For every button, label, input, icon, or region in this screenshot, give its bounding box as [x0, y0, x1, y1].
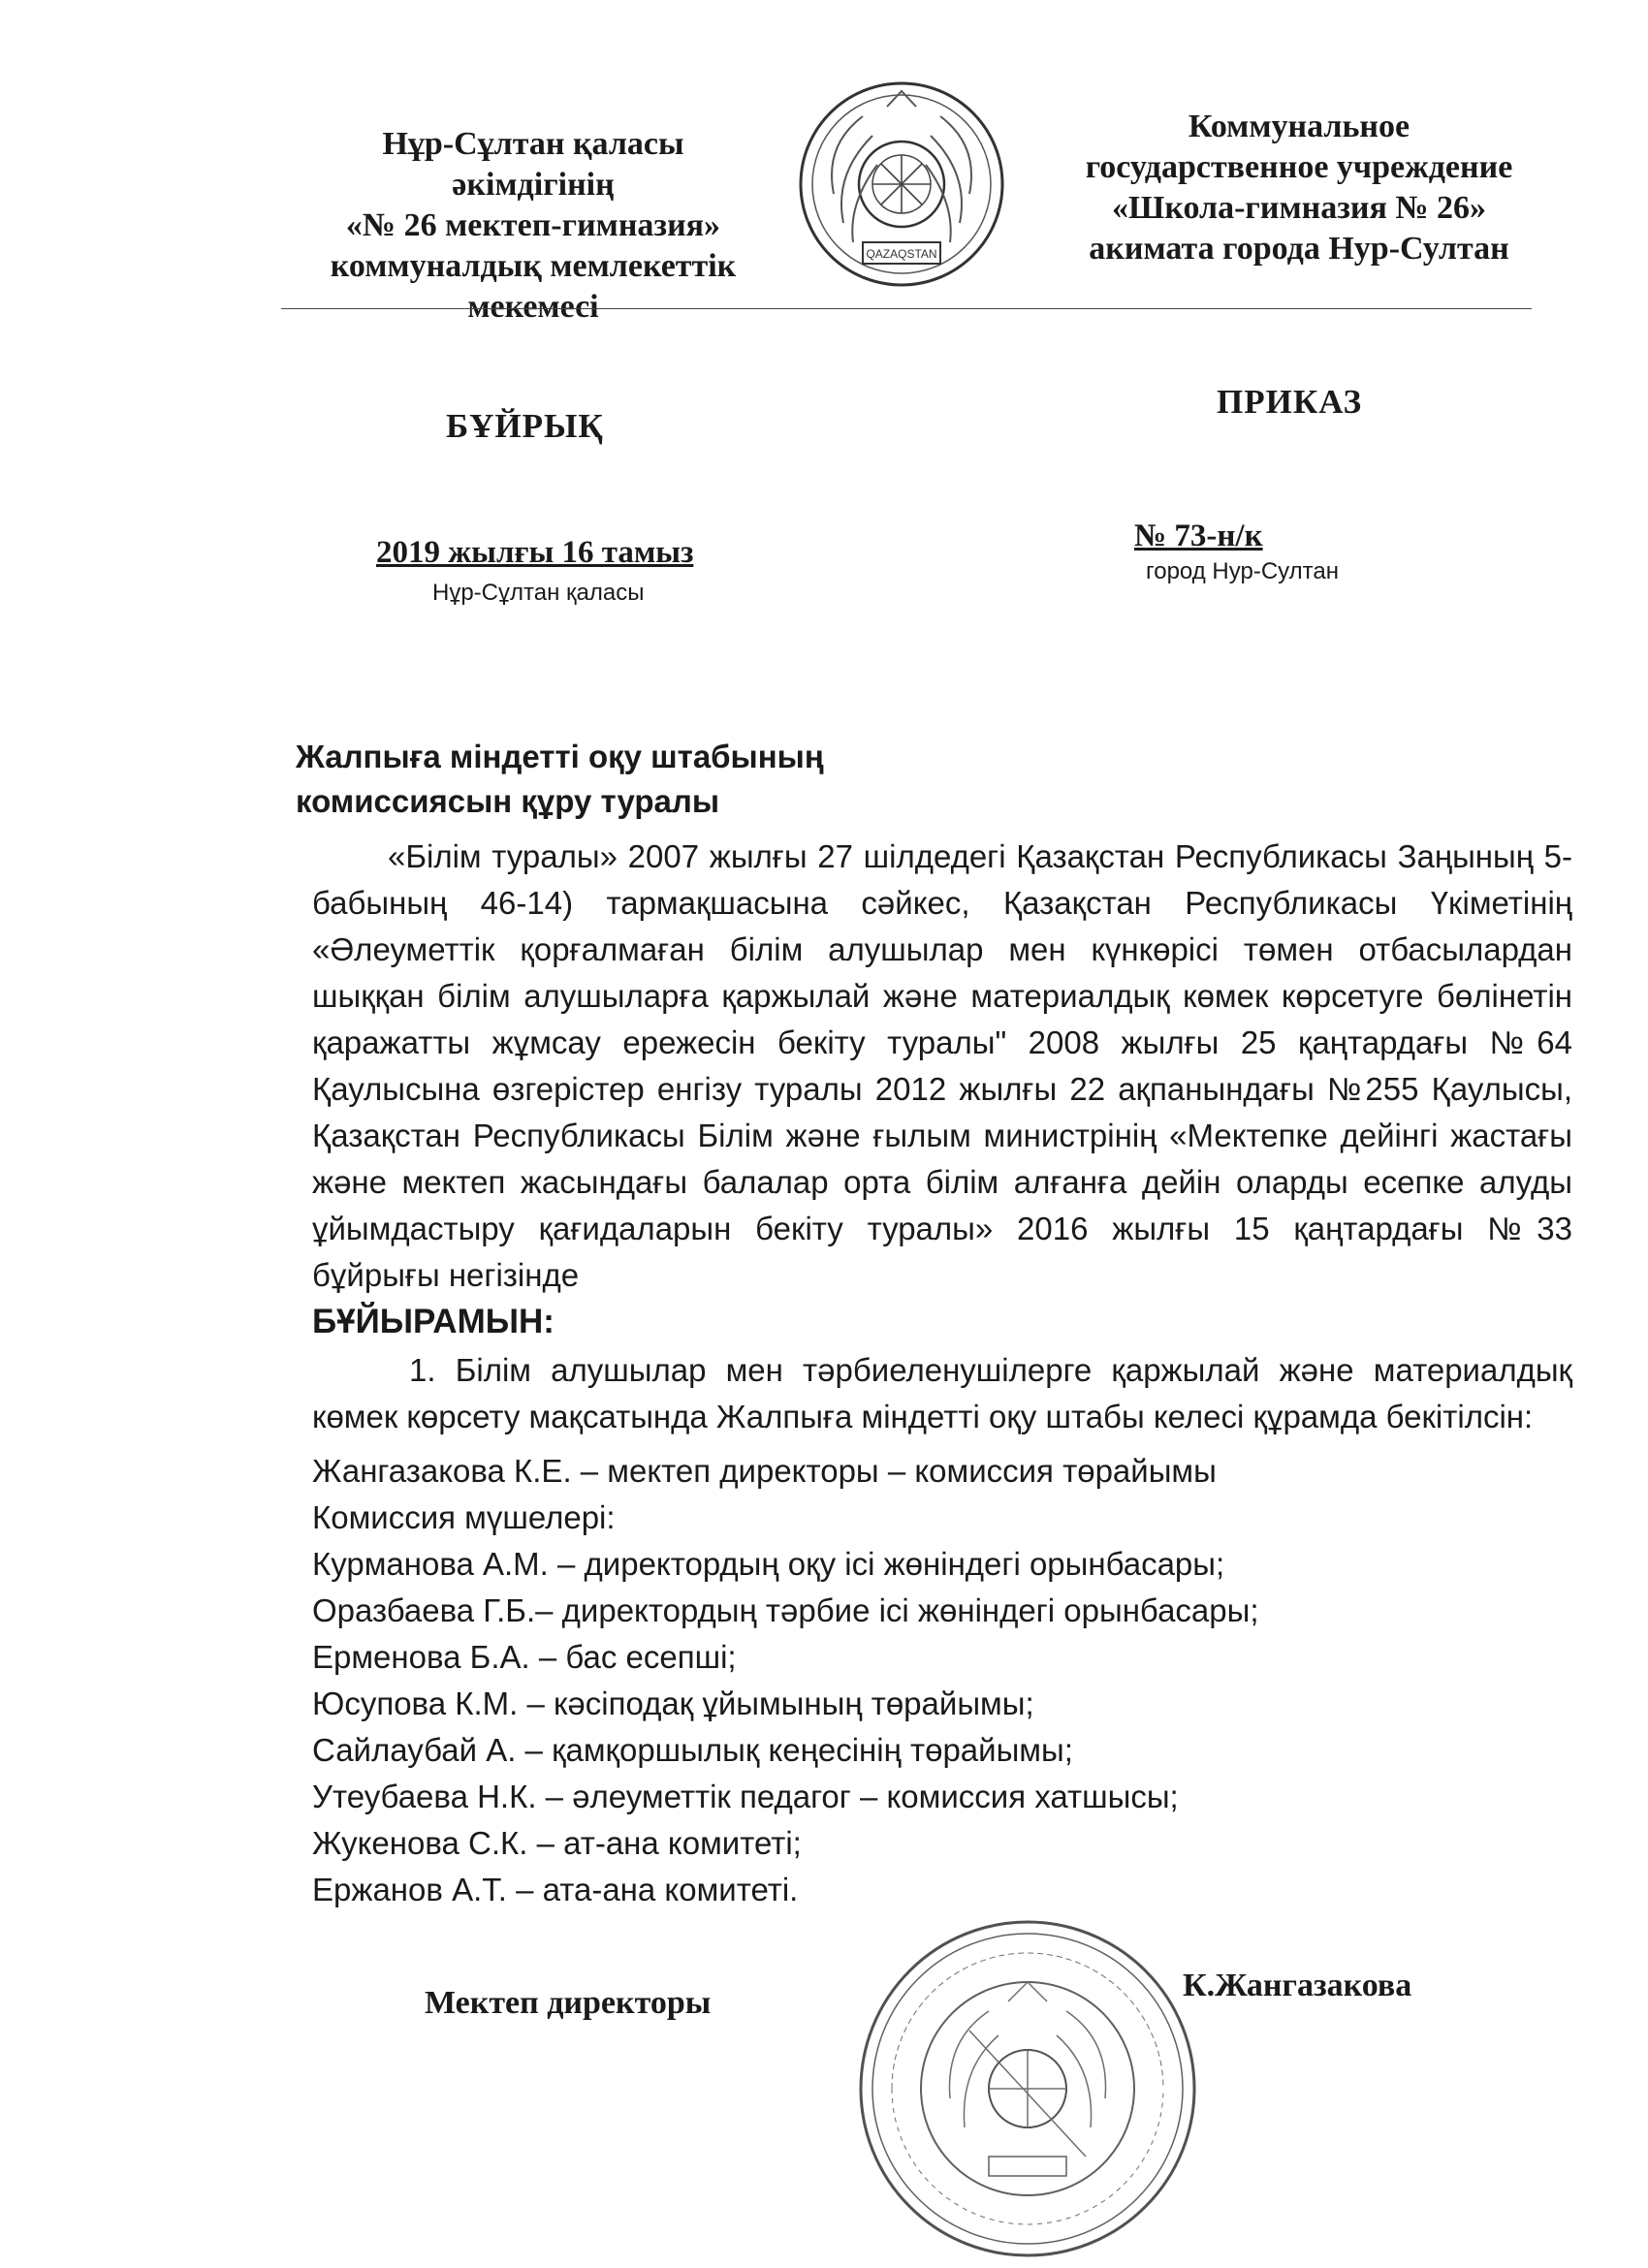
list-item: Ержанов А.Т. – ата-ана комитеті. — [312, 1872, 799, 1907]
doc-title-kazakh: БҰЙРЫҚ — [446, 407, 604, 445]
subject-line: комиссиясын құру туралы — [296, 783, 720, 819]
list-item: Жукенова С.К. – ат-ана комитеті; — [312, 1825, 802, 1861]
header-left-line: Нұр-Сұлтан қаласы — [382, 126, 684, 162]
header-left-line: коммуналдық мемлекеттік — [330, 248, 737, 284]
doc-subject — [296, 735, 824, 824]
kazakhstan-emblem-icon — [795, 78, 1008, 291]
list-item: Сайлаубай А. – қамқоршылық кеңесінің төрайымы; — [312, 1732, 1073, 1768]
signature-position: Мектеп директоры — [425, 1985, 712, 2021]
list-item: Ерменова Б.А. – бас есепші; — [312, 1639, 737, 1675]
list-item: Утеубаева Н.К. – әлеуметтік педагог – комиссия хатшысы; — [312, 1779, 1179, 1814]
header-divider — [281, 308, 1532, 309]
list-item: Курманова А.М. – директордың оқу ісі жөніндегі орынбасары; — [312, 1546, 1225, 1582]
doc-place-russian: город Нур-Султан — [1146, 558, 1339, 584]
order-item-1: 1. Білім алушылар мен тәрбиеленушілерге қаржылай және материалдық көмек көрсету мақсатында Жалпыға міндетті оқу штабы келесі құрамда бекітілсін: — [312, 1352, 1572, 1434]
list-item: Оразбаева Г.Б.– директордың тәрбие ісі жөніндегі орынбасары; — [312, 1592, 1259, 1628]
commission-members-list — [312, 1448, 1259, 1913]
header-right-line: «Школа-гимназия № 26» — [1111, 190, 1487, 226]
list-item: Жангазакова К.Е. – мектеп директоры – комиссия төрайымы — [312, 1453, 1217, 1489]
header-russian-name — [1028, 107, 1570, 269]
list-item: Комиссия мүшелері: — [312, 1499, 616, 1535]
doc-body — [312, 834, 1572, 1440]
header-left-line: әкімдігінің — [452, 167, 615, 203]
doc-number: № 73-н/к — [1134, 519, 1263, 553]
header-right-line: акимата города Нур-Султан — [1089, 231, 1509, 267]
header-right-line: государственное учреждение — [1085, 149, 1513, 185]
round-seal-stamp-icon — [853, 1914, 1202, 2263]
header-kazakh-name — [281, 124, 785, 328]
header-left-line: «№ 26 мектеп-гимназия» — [345, 207, 721, 243]
order-word: БҰЙЫРАМЫН — [312, 1303, 544, 1340]
emblem-text: QAZAQSTAN — [866, 247, 937, 261]
header-right-line: Коммунальное — [1188, 109, 1410, 144]
order-statement — [312, 1299, 1572, 1345]
preamble-paragraph: «Білім туралы» 2007 жылғы 27 шілдедегі Қазақстан Республикасы Заңының 5-бабының 46-14) тармақшасына сәйкес, Қазақстан Республикасы Үкіметінің «Әлеуметтік қорғалмаған білім алушылар мен күнкөрісі төмен отбасылардан шыққан білім алушыларға қаржылай және материалдық көмек көрсетуге бөлінетін қаражатты жұмсау ережесін бекіту туралы" 2008 жылғы 25 қаңтардағы №64 Қаулысына өзгерістер енгізу туралы 2012 жылғы 22 ақпанындағы №255 Қаулысы, Қазақстан Республикасы Білім және ғылым министрінің «Мектепке дейінгі жастағы және мектеп жасындағы балалар орта білім алғанға дейін оларды есепке алуды ұйымдастыру қағидаларын бекіту туралы» 2016 жылғы 15 қаңтардағы №33 бұйрығы негізінде — [312, 838, 1572, 1293]
subject-line: Жалпыға міндетті оқу штабының — [296, 739, 824, 774]
doc-place-kazakh: Нұр-Сұлтан қаласы — [432, 580, 645, 606]
list-item: Юсупова К.М. – кәсіподақ ұйымының төрайымы; — [312, 1685, 1034, 1721]
signature-name: К.Жангазакова — [1183, 1968, 1412, 2003]
header-left-line: мекемесі — [467, 289, 599, 325]
doc-date: 2019 жылғы 16 тамыз — [376, 535, 694, 570]
order-colon: : — [543, 1303, 555, 1340]
doc-title-russian: ПРИКАЗ — [1217, 383, 1363, 421]
